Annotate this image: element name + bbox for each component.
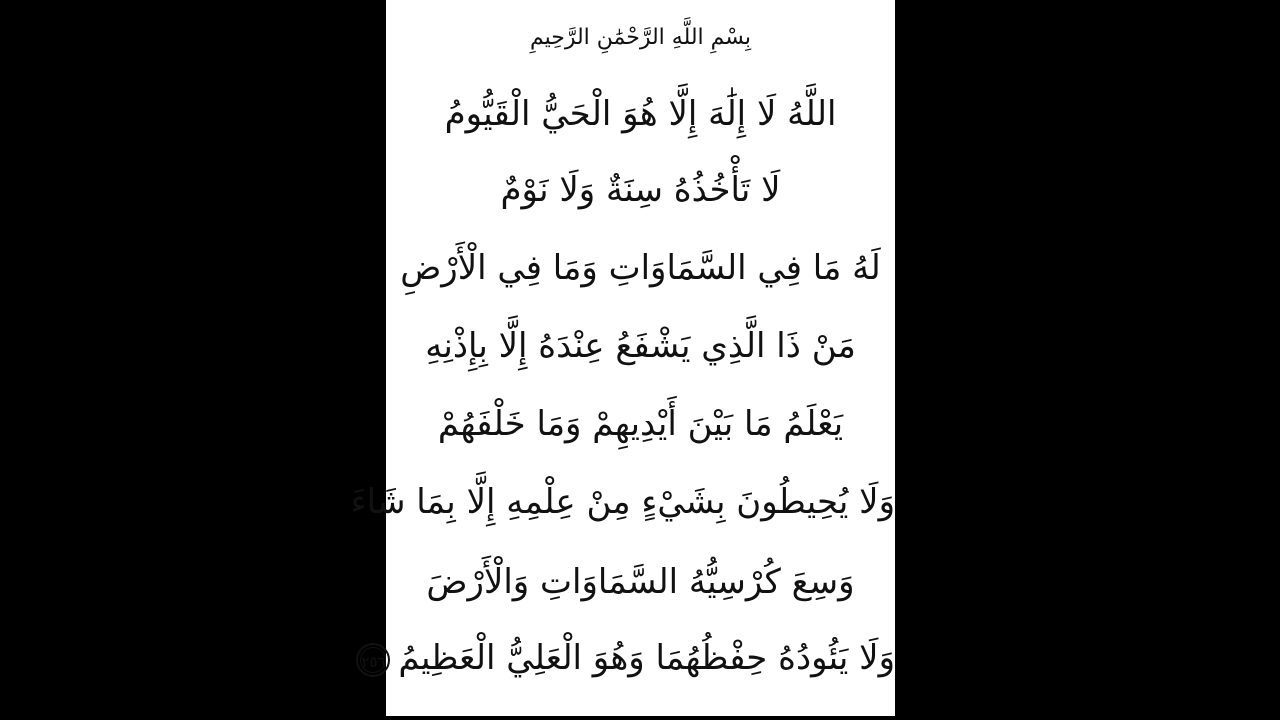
verse-line-1: اللَّهُ لَا إِلَٰهَ إِلَّا هُوَ الْحَيُّ الْقَيُّومُ: [444, 94, 837, 134]
ayah-number-marker: ٢٥٦: [356, 643, 390, 677]
verse-page: [350, 0, 895, 716]
verse-line-3: لَهُ مَا فِي السَّمَاوَاتِ وَمَا فِي الْأَرْضِ: [400, 248, 881, 288]
verse-line-7: وَسِعَ كُرْسِيُّهُ السَّمَاوَاتِ وَالْأَرْضَ: [426, 562, 855, 602]
verse-line-5: يَعْلَمُ مَا بَيْنَ أَيْدِيهِمْ وَمَا خَلْفَهُمْ: [437, 404, 844, 444]
verse-line-8-text: وَلَا يَئُودُهُ حِفْظُهُمَا وَهُوَ الْعَلِيُّ الْعَظِيمُ: [398, 638, 895, 678]
verse-line-4: مَنْ ذَا الَّذِي يَشْفَعُ عِنْدَهُ إِلَّا بِإِذْنِهِ: [425, 326, 856, 366]
basmala: بِسْمِ اللَّهِ الرَّحْمَٰنِ الرَّحِيمِ: [529, 25, 752, 50]
verse-line-8: [361, 628, 895, 688]
verse-line-6: وَلَا يُحِيطُونَ بِشَيْءٍ مِنْ عِلْمِهِ إِلَّا بِمَا شَاءَ: [350, 482, 895, 522]
verse-line-2: لَا تَأْخُذُهُ سِنَةٌ وَلَا نَوْمٌ: [500, 170, 781, 210]
